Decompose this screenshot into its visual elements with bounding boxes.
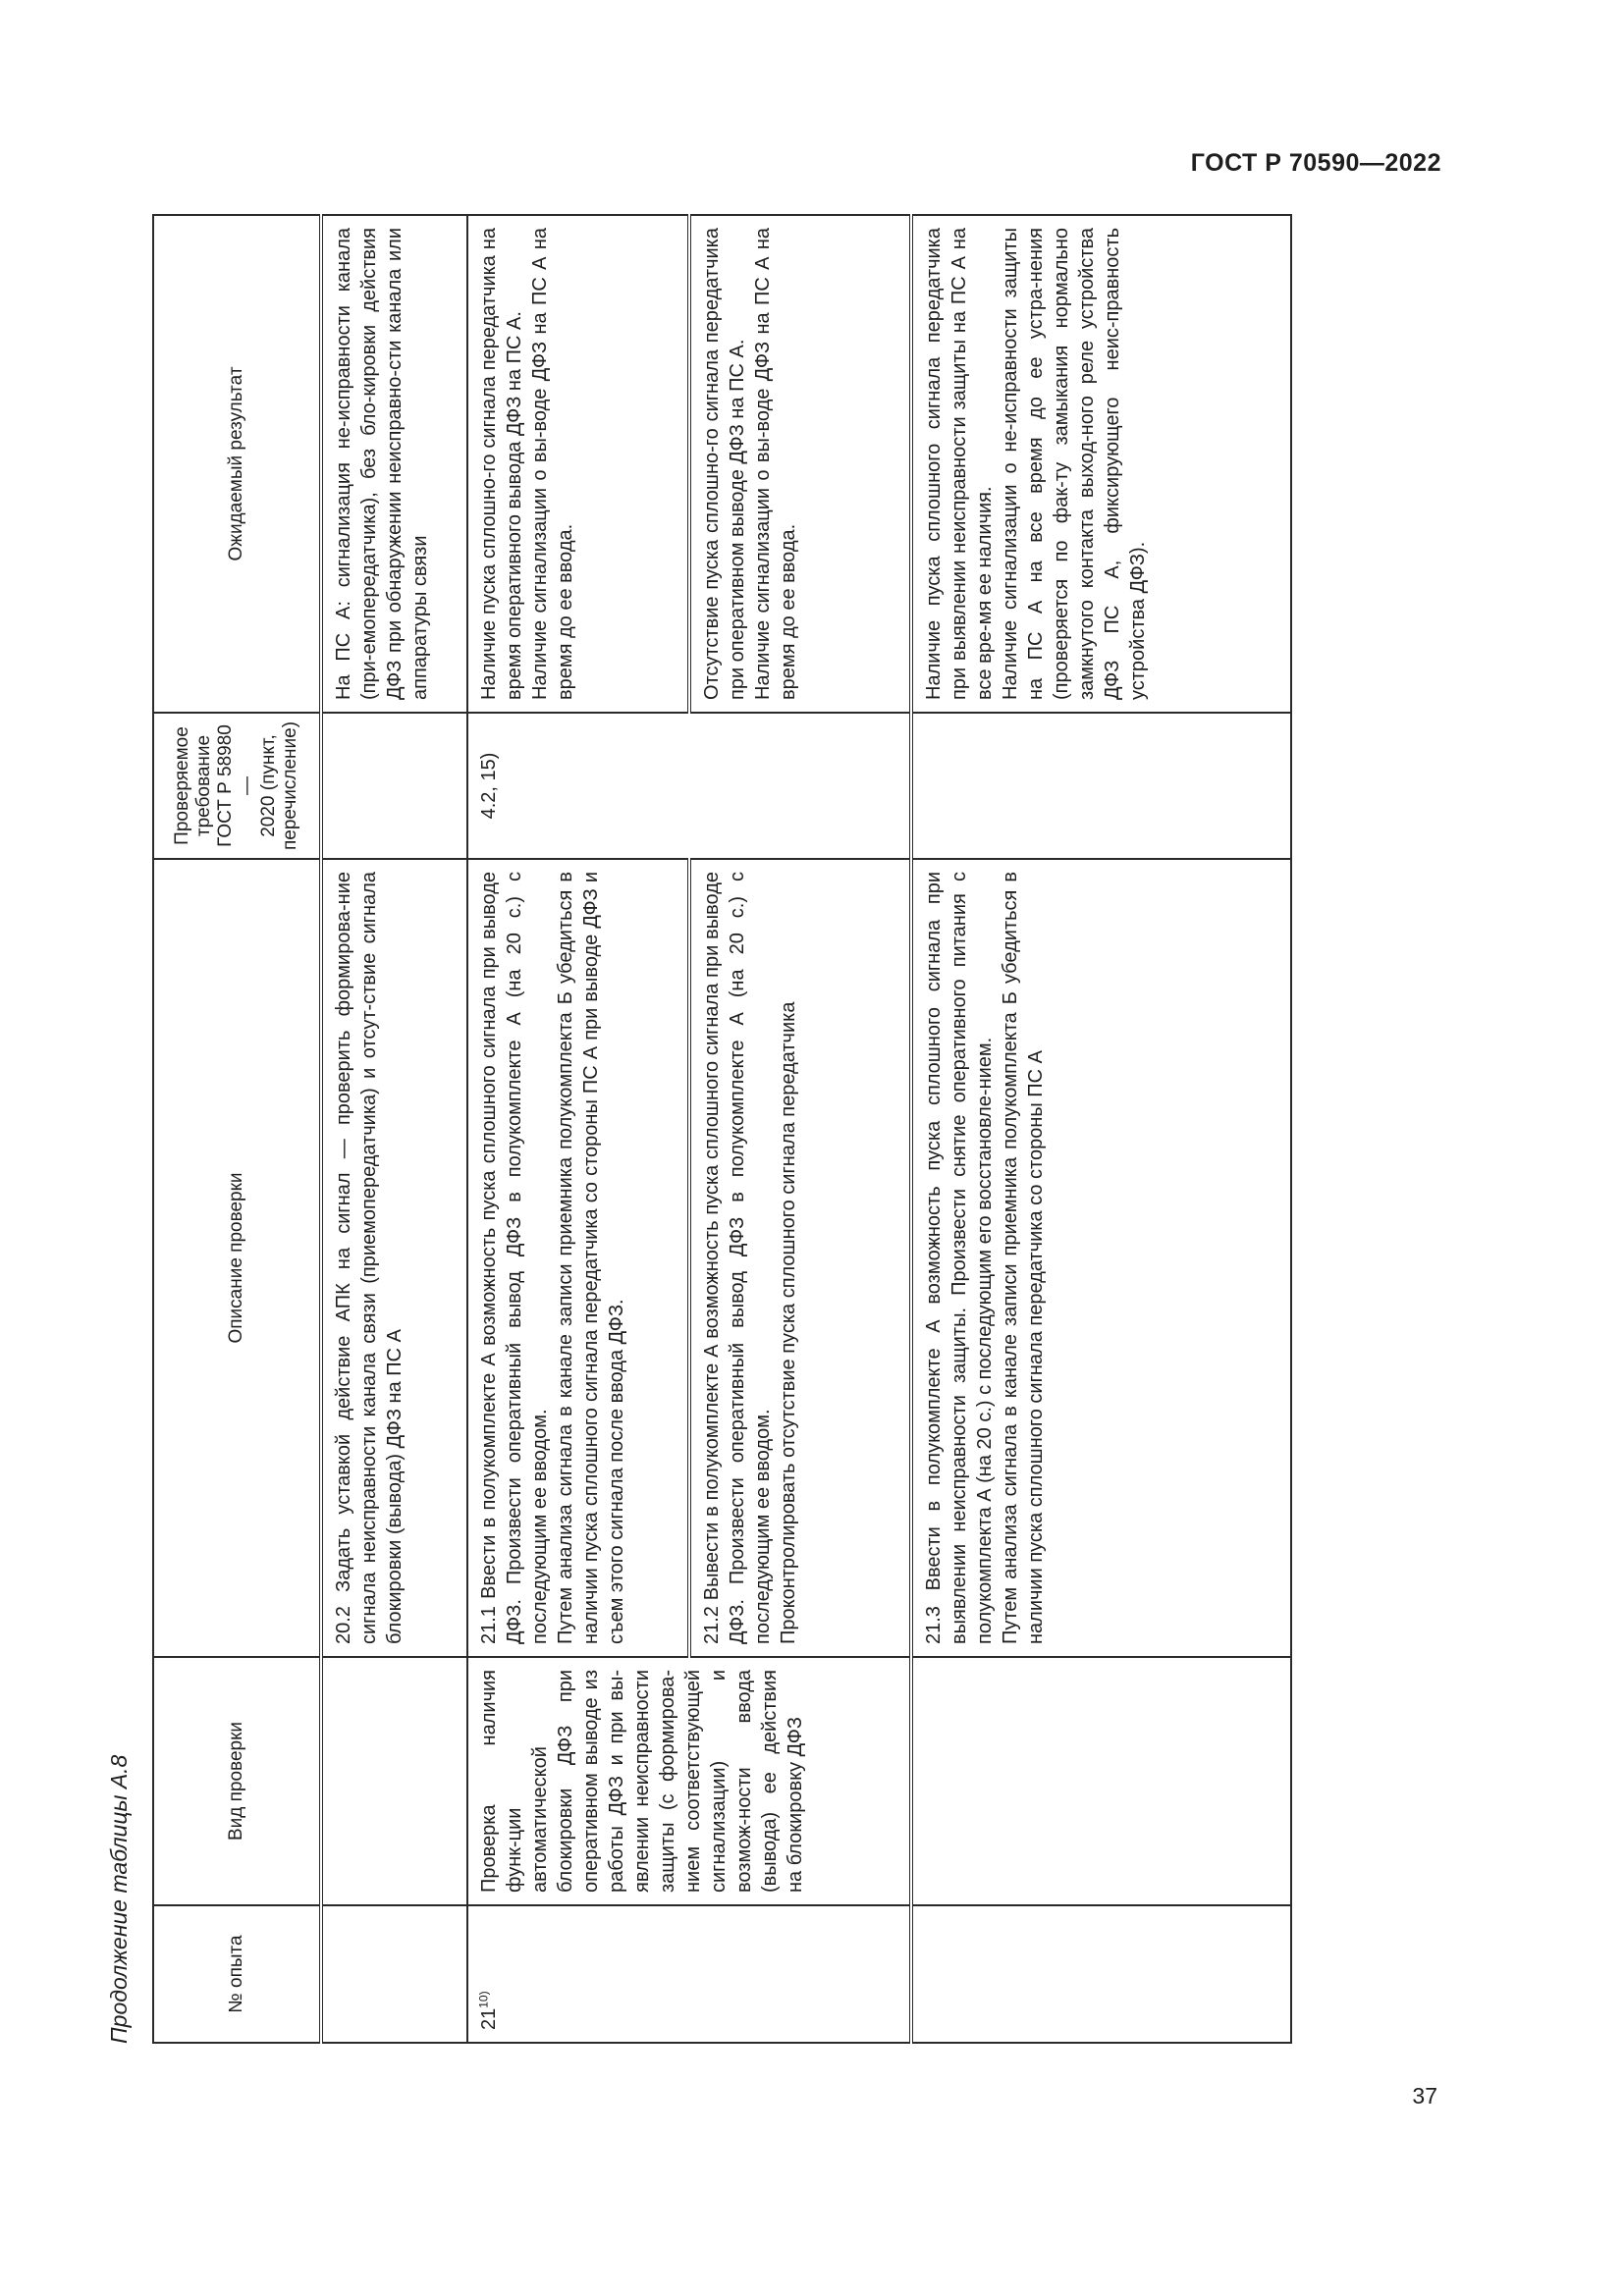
cell-req: 4.2, 15) xyxy=(467,713,911,859)
cell-expected xyxy=(321,215,467,713)
col-header-desc: Описание проверки xyxy=(153,859,321,1657)
expected-paragraph: Наличие пуска сплошно-го сигнала передатчика на время оперативного вывода ДФЗ на ПС А. xyxy=(478,228,525,700)
expected-paragraph: Наличие сигнализации о вы-воде ДФЗ на ПС А на время до ее ввода. xyxy=(752,228,799,700)
table-row xyxy=(467,215,689,2043)
cell-num xyxy=(467,1905,911,2043)
expected-paragraph: Наличие сигнализации о вы-воде ДФЗ на ПС А на время до ее ввода. xyxy=(529,228,576,700)
desc-paragraph: 21.3 Ввести в полукомплекте А возможность пуска сплошного сигнала при выявлении неисправности защиты. Произвести снятие оперативного питания с полукомплекта А (на 20 с.) с последующим его восстановле-нием. xyxy=(923,872,996,1644)
col-header-req xyxy=(153,713,321,859)
cell-kind xyxy=(911,1657,1291,1905)
desc-paragraph: Путем анализа сигнала в канале записи приемника полукомплекта Б убедиться в наличии пуска сплошного сигнала передатчика со стороны ПС А xyxy=(1000,872,1047,1644)
cell-expected xyxy=(911,215,1291,713)
expected-paragraph: Отсутствие пуска сплошно-го сигнала передатчика при оперативном выводе ДФЗ на ПС А. xyxy=(701,228,748,700)
cell-kind xyxy=(321,1657,467,1905)
col-header-num: № опыта xyxy=(153,1905,321,2043)
test-number: 21 xyxy=(478,2007,500,2030)
desc-paragraph: 20.2 Задать уставкой действие АПК на сигнал — проверить формирова-ние сигнала неисправности канала связи (приемопередатчика) и отсут-ствие сигнала блокировки (вывода) ДФЗ на ПС А xyxy=(333,872,406,1644)
col-header-req-line: требование xyxy=(193,734,214,837)
cell-desc xyxy=(321,859,467,1657)
cell-desc xyxy=(467,859,689,1657)
desc-paragraph: Путем анализа сигнала в канале записи приемника полукомплекта Б убедиться в наличии пуска сплошного сигнала передатчика со стороны ПС А при выводе ДФЗ и съем этого сигнала после ввода ДФЗ. xyxy=(555,872,627,1644)
desc-paragraph: Проконтролировать отсутствие пуска сплошного сигнала передатчика xyxy=(778,1001,799,1644)
cell-expected xyxy=(467,215,689,713)
cell-num xyxy=(321,1905,467,2043)
rotated-table-area xyxy=(98,216,1414,2044)
table-row xyxy=(321,215,467,2043)
col-header-req-line: 2020 (пункт, xyxy=(258,734,279,837)
col-header-req-line: ГОСТ Р 58980— xyxy=(215,724,257,847)
document-id: ГОСТ Р 70590—2022 xyxy=(1190,149,1441,177)
table-header-row xyxy=(153,215,321,2043)
cell-req xyxy=(321,713,467,859)
table-caption: Продолжение таблицы А.8 xyxy=(106,1754,132,2044)
cell-kind: Проверка наличия функ-ции автоматической блокировки ДФЗ при оперативном выводе из работы ДФЗ и при вы-явлении неисправности защиты (с формирова-нием соответствующей сигнализации) и возмож-ности ввода (вывода) ее действия на блокировку ДФЗ xyxy=(467,1657,911,1905)
table-row xyxy=(911,215,1291,2043)
cell-num xyxy=(911,1905,1291,2043)
cell-desc xyxy=(911,859,1291,1657)
expected-paragraph: На ПС А: сигнализация не-исправности канала (при-емопередатчика), без бло-кировки действия ДФЗ при обнаружении неисправно-сти канала или аппаратуры связи xyxy=(333,228,431,700)
col-header-req-line: перечисление) xyxy=(280,721,300,850)
expected-paragraph: Наличие сигнализации о не-исправности защиты на ПС А на все время до ее устра-нения (проверяется по фак-ту замыкания нормально замкнутого контакта выход-ного реле устройства ДФЗ ПС А, фиксирующего неис-правность устройства ДФЗ). xyxy=(1000,228,1149,700)
footnote-ref: 10) xyxy=(476,1991,491,2008)
cell-desc xyxy=(689,859,911,1657)
desc-paragraph: 21.1 Ввести в полукомплекте А возможность пуска сплошного сигнала при выводе ДФЗ. Произвести оперативный вывод ДФЗ в полукомплекте А (на 20 с.) с последующим ее вводом. xyxy=(478,872,551,1644)
expected-paragraph: Наличие пуска сплошного сигнала передатчика при выявлении неисправности защиты на ПС А на все вре-мя ее наличия. xyxy=(923,228,996,700)
cell-expected xyxy=(689,215,911,713)
col-header-req-line: Проверяемое xyxy=(172,726,192,845)
desc-paragraph: 21.2 Вывести в полукомплекте А возможность пуска сплошного сигнала при выводе ДФЗ. Произвести оперативный вывод ДФЗ в полукомплекте А (на 20 с.) с последующим ее вводом. xyxy=(701,872,774,1644)
col-header-kind: Вид проверки xyxy=(153,1657,321,1905)
col-header-expected: Ожидаемый результат xyxy=(153,215,321,713)
page-number: 37 xyxy=(1412,2083,1437,2109)
test-table xyxy=(152,214,1292,2044)
cell-req xyxy=(911,713,1291,859)
